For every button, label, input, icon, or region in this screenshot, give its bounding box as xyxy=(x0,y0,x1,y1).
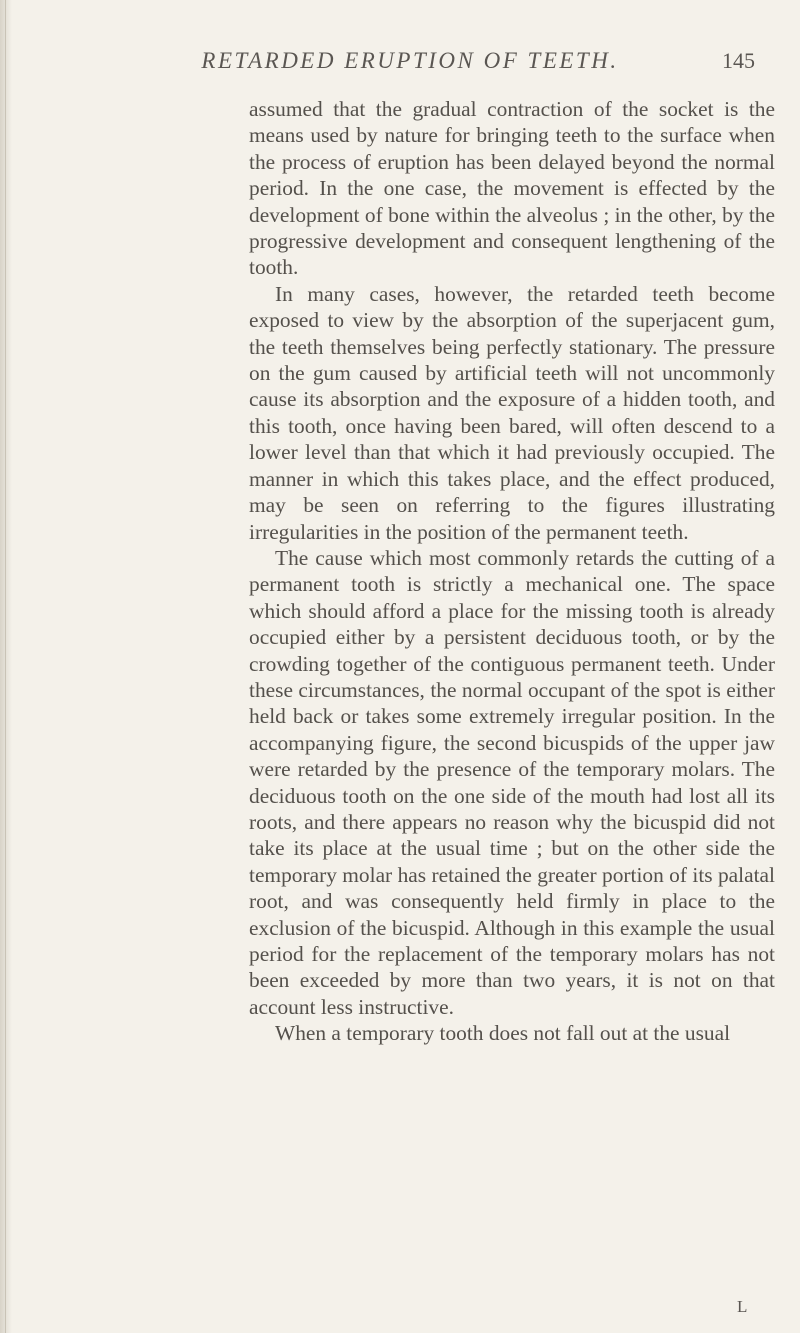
paragraph-1: assumed that the gradual contraction of the socket is the means used by nature for bringing teeth to the surface when the process of eruption has been delayed beyond the normal period. In the one case, the movement is effected by the development of bone within the alveolus ; in the other, by the progressive development and consequent lengthening of the tooth. xyxy=(249,97,775,280)
signature-mark: L xyxy=(737,1297,748,1316)
paragraph-4: When a temporary tooth does not fall out at the usual xyxy=(275,1021,731,1046)
margin-line xyxy=(5,0,6,1333)
paragraph-2: In many cases, however, the retarded teeth become exposed to view by the absorption of the superjacent gum, the teeth themselves being perfectly stationary. The pressure on the gum caused by artificial teeth will not uncommonly cause its absorption and the exposure of a hidden tooth, and this tooth, once having been bared, will often descend to a lower level than that which it had previously occupied. The manner in which this takes place, and the effect produced, may be seen on referring to the figures illustrating irregularities in the position of the permanent teeth. xyxy=(249,281,775,544)
binding-edge xyxy=(0,0,12,1333)
page-number: 145 xyxy=(722,48,755,73)
body-text xyxy=(249,96,775,1047)
running-head: RETARDED ERUPTION OF TEETH. xyxy=(201,48,619,73)
paragraph-3: The cause which most commonly retards the cutting of a permanent tooth is strictly a mechanical one. The space which should afford a place for the missing tooth is already occupied either by a persistent deciduous tooth, or by the crowding together of the contiguous permanent teeth. Under these circumstances, the normal occupant of the spot is either held back or takes some extremely irregular position. In the accompanying figure, the second bicuspids of the upper jaw were retarded by the presence of the temporary molars. The deciduous tooth on the one side of the mouth had lost all its roots, and there appears no reason why the bicuspid did not take its place at the usual time ; but on the other side the temporary molar has retained the greater portion of its palatal root, and was consequently held firmly in place to the exclusion of the bicuspid. Although in this example the usual period for the replacement of the temporary molars has not been exceeded by more than two years, it is not on that account less instructive. xyxy=(249,545,775,1019)
